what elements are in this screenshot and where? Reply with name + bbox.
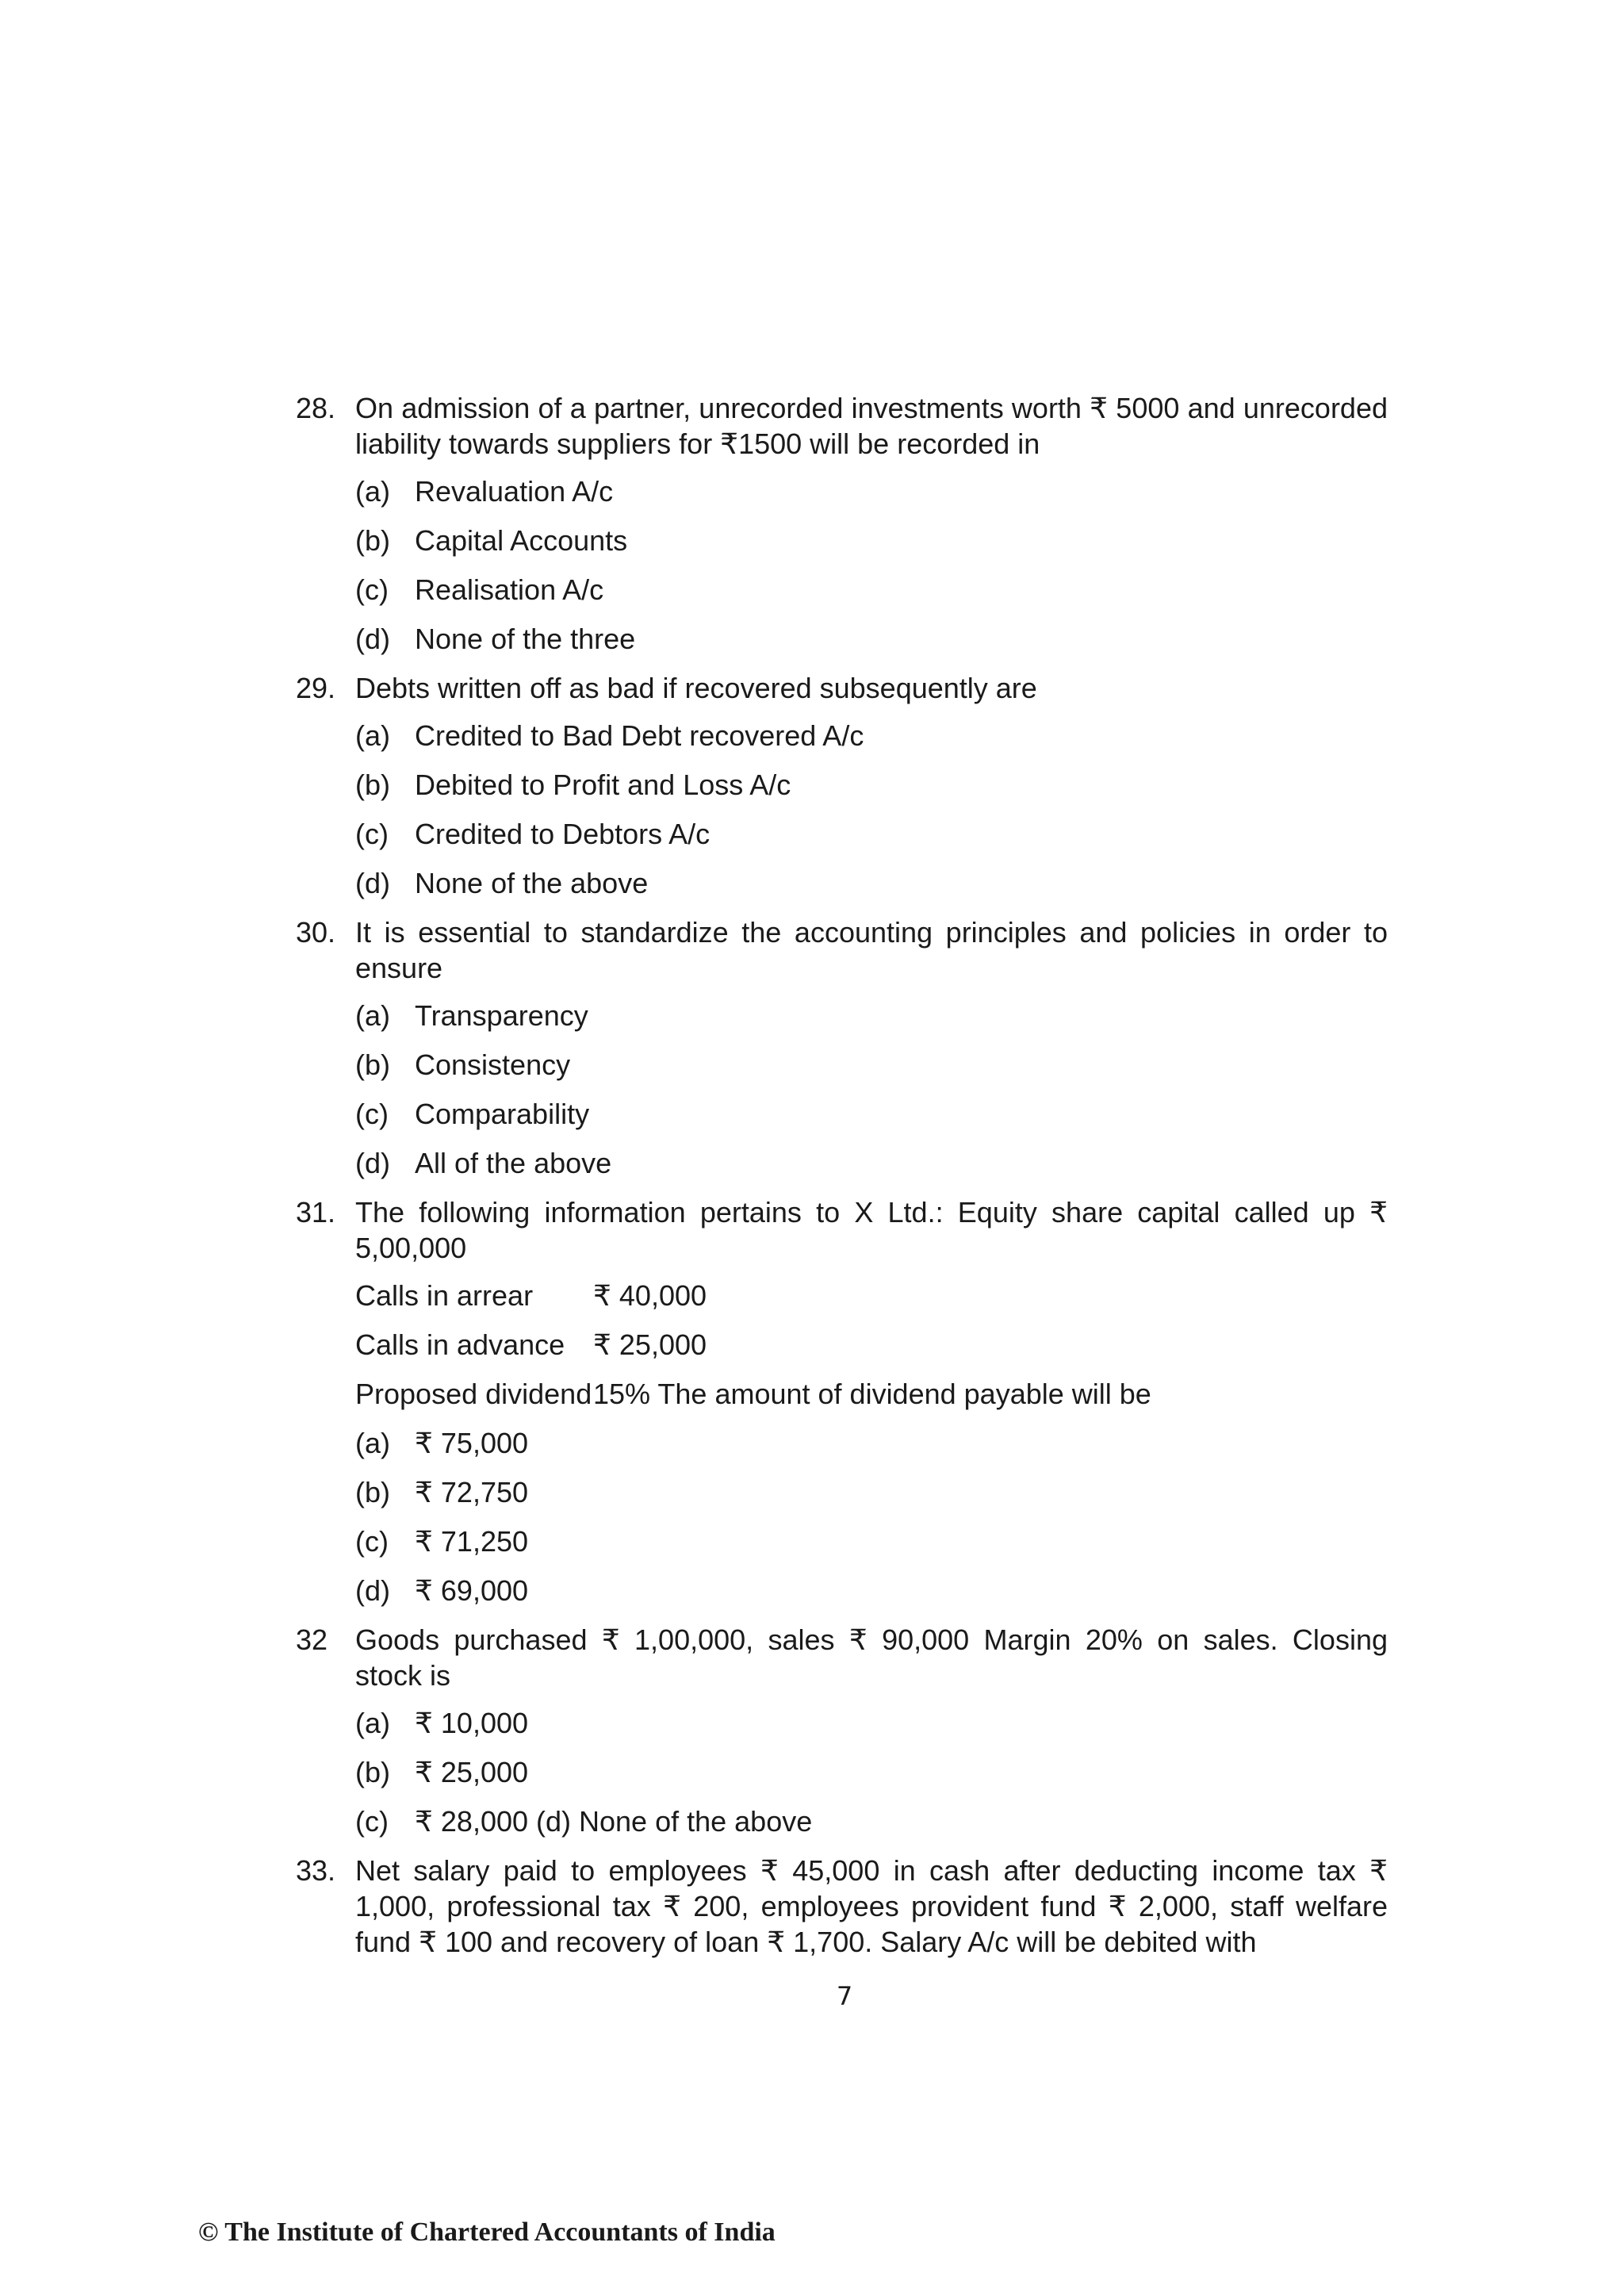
- option-label: (b): [355, 1476, 390, 1508]
- option-c: [296, 816, 1388, 852]
- question-text: Net salary paid to employees ₹ 45,000 in cash after deducting income tax ₹ 1,000, professional tax ₹ 200, employees provident fund ₹ 2,000, staff welfare fund ₹ 100 and recovery of loan ₹ 1,700. Salary A/c will be debited with: [355, 1854, 1388, 1958]
- info-row-calls-in-advance: [296, 1327, 1388, 1363]
- question-32: [296, 1622, 1388, 1839]
- question-text: Debts written off as bad if recovered subsequently are: [355, 672, 1037, 704]
- option-label: (d): [355, 623, 390, 655]
- option-text: ₹ 10,000: [415, 1707, 529, 1739]
- option-text: Credited to Debtors A/c: [415, 818, 710, 850]
- question-stem: [296, 390, 1388, 462]
- info-key: Calls in arrear: [355, 1279, 534, 1312]
- option-label: (c): [355, 1525, 389, 1558]
- question-stem: [296, 1622, 1388, 1693]
- question-list: [296, 390, 1388, 1973]
- option-label: (d): [355, 1147, 390, 1179]
- option-list: [296, 473, 1388, 657]
- option-c: [296, 1524, 1388, 1559]
- option-text: ₹ 25,000: [415, 1756, 529, 1788]
- option-d: [296, 865, 1388, 901]
- option-d: [296, 1573, 1388, 1608]
- option-text: ₹ 69,000: [415, 1574, 529, 1607]
- info-value: ₹ 25,000: [593, 1328, 707, 1361]
- question-31: [296, 1194, 1388, 1608]
- question-text: The following information pertains to X Ltd.: Equity share capital called up ₹ 5,00,000: [355, 1196, 1388, 1264]
- option-text: ₹ 71,250: [415, 1525, 529, 1558]
- option-c: [296, 1096, 1388, 1132]
- option-label: (a): [355, 475, 390, 508]
- option-text: Debited to Profit and Loss A/c: [415, 769, 791, 801]
- option-label: (b): [355, 524, 390, 557]
- info-value: 15% The amount of dividend payable will be: [593, 1378, 1151, 1410]
- question-text: On admission of a partner, unrecorded investments worth ₹ 5000 and unrecorded liability towards suppliers for ₹1500 will be recorded in: [355, 392, 1388, 460]
- option-label: (a): [355, 1707, 390, 1739]
- option-text: ₹ 75,000: [415, 1427, 529, 1459]
- question-text: Goods purchased ₹ 1,00,000, sales ₹ 90,000 Margin 20% on sales. Closing stock is: [355, 1623, 1388, 1692]
- option-text: ₹ 72,750: [415, 1476, 529, 1508]
- option-b: [296, 1754, 1388, 1790]
- option-text: Credited to Bad Debt recovered A/c: [415, 719, 864, 752]
- option-text: None of the above: [415, 867, 649, 899]
- info-row-calls-in-arrear: [296, 1278, 1388, 1313]
- footer-copyright: © The Institute of Chartered Accountants of India: [198, 2217, 776, 2247]
- option-text: Realisation A/c: [415, 573, 604, 606]
- option-d: [296, 1145, 1388, 1181]
- page-number: 7: [836, 1981, 853, 2011]
- question-text: It is essential to standardize the accounting principles and policies in order to ensure: [355, 916, 1388, 984]
- question-number: 33.: [296, 1854, 336, 1887]
- option-b: [296, 767, 1388, 803]
- option-list: [296, 998, 1388, 1181]
- info-list: [296, 1278, 1388, 1608]
- option-b: [296, 523, 1388, 558]
- question-29: [296, 670, 1388, 901]
- option-text: Comparability: [415, 1098, 590, 1130]
- option-text: ₹ 28,000 (d) None of the above: [415, 1805, 813, 1838]
- option-list: [296, 1705, 1388, 1839]
- option-label: (d): [355, 867, 390, 899]
- option-label: (a): [355, 1427, 390, 1459]
- info-value: ₹ 40,000: [593, 1279, 707, 1312]
- option-label: (c): [355, 573, 389, 606]
- option-text: None of the three: [415, 623, 636, 655]
- option-text: All of the above: [415, 1147, 612, 1179]
- option-label: (b): [355, 769, 390, 801]
- option-label: (c): [355, 1805, 389, 1838]
- option-a: [296, 1705, 1388, 1741]
- option-d: [296, 621, 1388, 657]
- question-30: [296, 914, 1388, 1181]
- option-label: (a): [355, 999, 390, 1032]
- option-a: [296, 718, 1388, 753]
- question-number: 30.: [296, 916, 336, 949]
- option-a: [296, 473, 1388, 509]
- question-28: [296, 390, 1388, 657]
- question-33: [296, 1853, 1388, 1960]
- option-text: Consistency: [415, 1048, 571, 1081]
- option-list: [296, 718, 1388, 901]
- question-stem: [296, 1853, 1388, 1960]
- question-stem: [296, 1194, 1388, 1266]
- option-b: [296, 1474, 1388, 1510]
- option-b: [296, 1047, 1388, 1083]
- info-key: Calls in advance: [355, 1328, 565, 1361]
- question-number: 28.: [296, 392, 336, 424]
- option-c: [296, 1803, 1388, 1839]
- info-row-proposed-dividend: [296, 1376, 1388, 1412]
- question-stem: [296, 914, 1388, 986]
- option-a: [296, 1425, 1388, 1461]
- option-label: (a): [355, 719, 390, 752]
- option-text: Transparency: [415, 999, 588, 1032]
- info-key: Proposed dividend: [355, 1378, 592, 1410]
- option-a: [296, 998, 1388, 1033]
- question-stem: [296, 670, 1388, 706]
- option-c: [296, 572, 1388, 608]
- option-label: (c): [355, 818, 389, 850]
- question-number: 32: [296, 1623, 328, 1656]
- option-label: (b): [355, 1756, 390, 1788]
- option-text: Revaluation A/c: [415, 475, 614, 508]
- question-number: 29.: [296, 672, 336, 704]
- option-label: (c): [355, 1098, 389, 1130]
- option-label: (b): [355, 1048, 390, 1081]
- option-label: (d): [355, 1574, 390, 1607]
- question-number: 31.: [296, 1196, 336, 1228]
- option-text: Capital Accounts: [415, 524, 628, 557]
